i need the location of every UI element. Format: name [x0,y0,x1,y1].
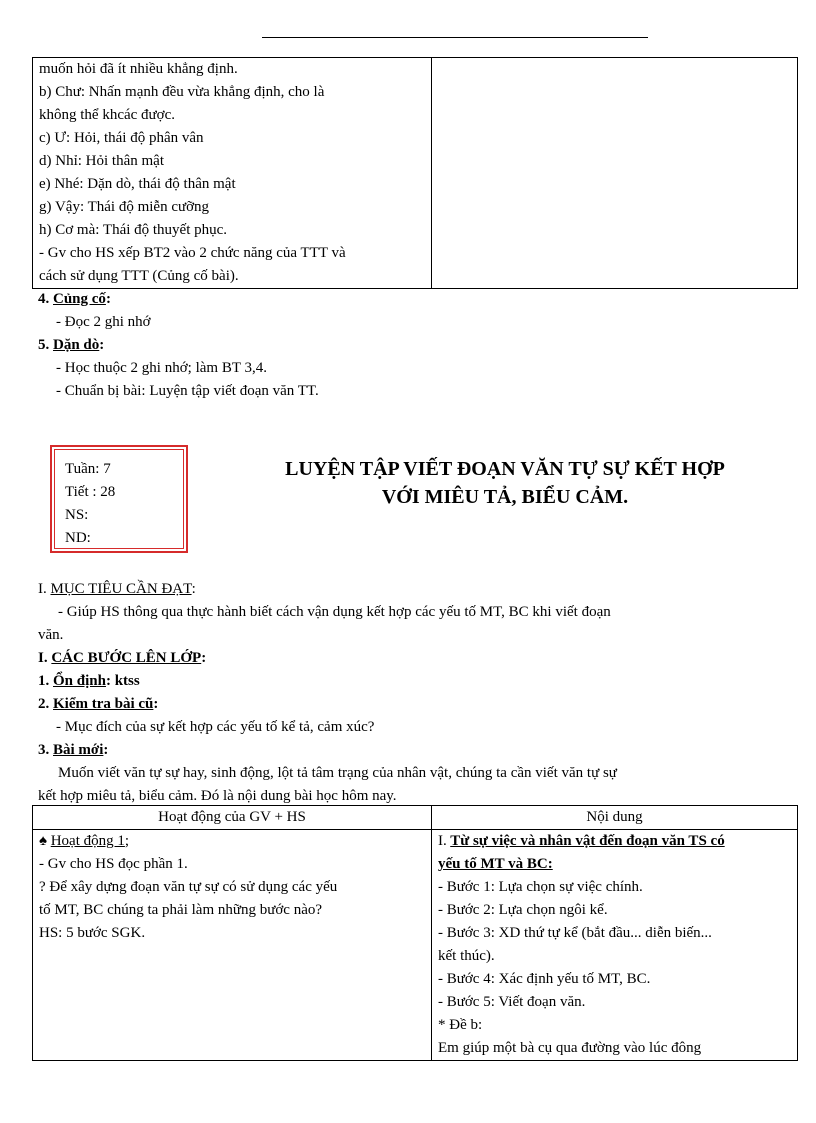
text-line: - Học thuộc 2 ghi nhớ; làm BT 3,4. [56,360,267,376]
header-content: Nội dung [432,806,798,830]
text-line: d) Nhỉ: Hỏi thân mật [39,153,164,169]
text-line: muốn hỏi đã ít nhiều khẳng định. [39,61,238,77]
text-line: kết hợp miêu tả, biểu cảm. Đó là nội dung bài học hôm nay. [38,788,397,804]
header-activities: Hoạt động của GV + HS [33,806,432,830]
continuation-table [32,57,798,289]
cung-co-heading: 4. Củng cố: [38,291,111,307]
week-label: Tuần: 7 [65,461,111,477]
content-heading: I. Từ sự việc và nhân vật đến đoạn văn TS có [438,833,725,849]
activities-cell [33,830,432,1061]
activity-heading: ♠ Hoạt động 1; [39,833,130,849]
content-heading-cont: yếu tố MT và BC: [438,856,553,872]
text-line: * Đề b: [438,1017,483,1033]
text-line: h) Cơ mà: Thái độ thuyết phục. [39,222,228,238]
lesson-title-line: LUYỆN TẬP VIẾT ĐOẠN VĂN TỰ SỰ KẾT HỢP [285,458,725,480]
continuation-right-cell [432,58,798,289]
cung-co-section [38,288,151,334]
text-line: văn. [38,627,64,643]
text-line: Em giúp một bà cụ qua đường vào lúc đông [438,1040,702,1056]
text-line: - Gv cho HS xếp BT2 vào 2 chức năng của TTT và [39,245,346,261]
text-line: - Bước 2: Lựa chọn ngôi kể. [438,902,608,918]
text-line: - Chuẩn bị bài: Luyện tập viết đoạn văn TT. [56,383,319,399]
text-line: b) Chư: Nhấn mạnh đều vừa khẳng định, cho là [39,84,325,100]
text-line: - Bước 1: Lựa chọn sự việc chính. [438,879,643,895]
kiem-tra-heading: 2. Kiểm tra bài cũ: [38,696,159,712]
on-dinh-heading: 1. Ổn định: ktss [38,673,140,689]
dan-do-heading: 5. Dặn dò: [38,337,105,353]
objectives-heading: I. MỤC TIÊU CẦN ĐẠT: [38,581,196,597]
text-line: không thể khcác được. [39,107,176,123]
spade-icon: ♠ [39,833,47,849]
text-line: ? Để xây dựng đoạn văn tự sự có sử dụng các yếu [39,879,338,895]
text-line: - Giúp HS thông qua thực hành biết cách vận dụng kết hợp các yếu tố MT, BC khi viết đoạn [58,604,611,620]
lesson-title-line: VỚI MIÊU TẢ, BIỂU CẢM. [381,486,629,508]
continuation-left-cell [33,58,432,289]
text-line: - Bước 5: Viết đoạn văn. [438,994,586,1010]
text-line: e) Nhé: Dặn dò, thái độ thân mật [39,176,236,192]
bai-moi-heading: 3. Bài mới: [38,742,109,758]
period-label: Tiết : 28 [65,484,116,500]
text-line: c) Ư: Hỏi, thái độ phân vân [39,130,204,146]
steps-section [38,647,798,808]
content-cell [432,830,798,1061]
lesson-info-box [50,445,188,553]
nd-label: ND: [65,530,91,546]
lesson-title [230,455,780,511]
steps-heading: I. CÁC BƯỚC LÊN LỚP: [38,650,207,666]
text-line: - Mục đích của sự kết hợp các yếu tố kể tả, cảm xúc? [56,719,375,735]
text-line: - Đọc 2 ghi nhớ [56,314,151,330]
text-line: kết thúc). [438,948,495,964]
objectives-section [38,578,798,647]
text-line: - Bước 3: XD thứ tự kể (bắt đầu... diễn biến... [438,925,712,941]
text-line: - Bước 4: Xác định yếu tố MT, BC. [438,971,651,987]
top-rule [262,37,648,38]
text-line: - Gv cho HS đọc phần 1. [39,856,188,872]
activity-table [32,805,798,1061]
text-line: Muốn viết văn tự sự hay, sinh động, lột tả tâm trạng của nhân vật, chúng ta cần viết văn tự sự [58,765,617,781]
ns-label: NS: [65,507,89,523]
text-line: tố MT, BC chúng ta phải làm những bước nào? [39,902,323,918]
dan-do-section [38,334,319,403]
text-line: HS: 5 bước SGK. [39,925,146,941]
text-line: cách sử dụng TTT (Củng cố bài). [39,268,239,284]
text-line: g) Vậy: Thái độ miễn cưỡng [39,199,210,215]
